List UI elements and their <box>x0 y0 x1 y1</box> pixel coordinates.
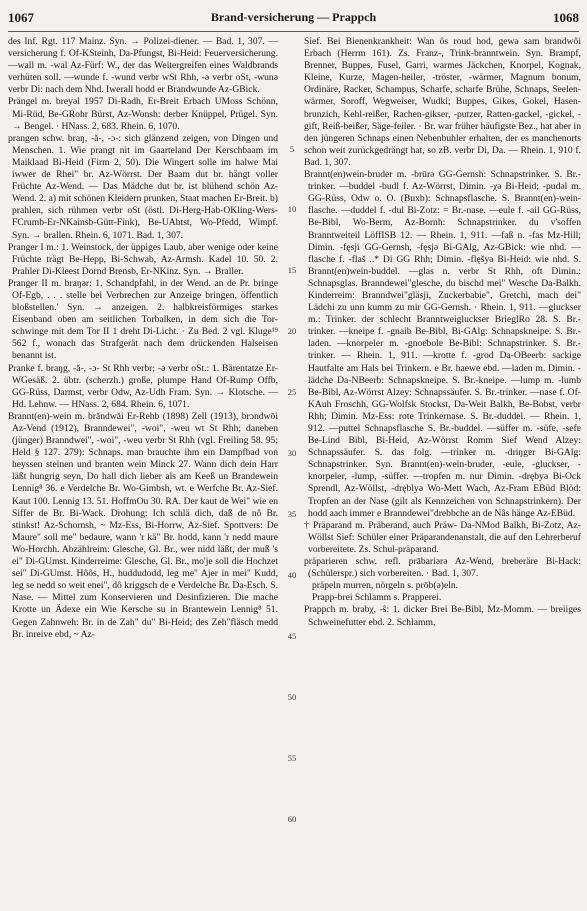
line-number: 45 <box>287 631 297 641</box>
line-number: 5 <box>289 144 295 154</box>
page-number-right: 1068 <box>553 10 579 25</box>
running-title: Brand-versicherung — Prappch <box>210 10 377 24</box>
entry-prappch: Prappch m. brabχ, -ŝ: 1. dicker Brei Be-Bibl, Mz-Momm. — breiiges Schweinefutter ebd. 2. Schlamm, <box>304 604 581 628</box>
entry-continuation: des Inf. Rgt. 117 Mainz. Syn. → Polizei-diener. — Bad. 1, 307. —versicherung f. Of-KSteinh, Da-Pfungst, Bi-Heid: Feuerversicherung. —wall m. -wal Az-Fürf: W., der das Weitergreifen eines Waldbrands verhüten soll. —wunde f. -wund verbr wSt Rhh, -ə verbr oSt, -wunə verbr Di: nach dem Nhd. Iwerall hodd er Brandwunde Az-GBick. <box>8 36 278 96</box>
entry-praepeln: präpeln murren, nörgeln s. prōb(ə)eln. <box>312 580 459 592</box>
line-number: 15 <box>287 265 297 275</box>
entry-branntwein: Brannt(en)-wein m. brăndwăi Er-Rehb (1898) Zell (1913), brɔndwōi Az-Vend (1912), Branndewei", -woi", -weu wt St Rhh; daneben (jünger) Branndwei", -woi", -weu verbr St Rhh (vgl. Freiling 58. 95; Held § 127. 279): Schnaps. man brauchte ihm ein Dampfbad von heyssen steinen und branten wein Minck 27. Wann dich dein Harr läßt hungrig seyn, Do hall dich lieber als am Keeß un Brandewein Lennig⁸ 36. e Verdelche Br. Wo-Gimbsh, wt. e Werfche Br. Az-Sief. Kaut 100. Lennig 13. 51. HoffmOu 30. RA. Der kaut de Wei" wie en Siffer de Br. Bi-Wack. Drohung: Ich schlä dich, daß de nô Br. stinkst! Az-Schornsh, ~ Mz-Ess, Bi-Horrw, Az-Sief. Spottvers: De Maure" soll me" bedaure, wann 'r kä" Br. hodd, kann 'r nedd maure Wo-Horchh. Abzählreim: Glesche, Gl. Br., wer nidd läßt, der muß 's ei" Di-GUmst. Kinderreime: Glesche, Gl. Br., mo'je soll die Hochzet sei" Di-GUmst. Hôôs, H., huddudodd, leg me" Ajer in mei" Kudd, leg se nedd so weit enei", dô kriggsch de e Verdelche Br. Da-Esch. S. Nase. — Mittel zum Konservieren und Desinfizieren. Die mache Krotte un Ädexe ein Wie Kersche su in Brantewein Lennig⁸ 51. Gegen Zahnweh: Br. in de Zah" du" Bi-Heid; des Zeh"fläsch medd Br. inreive ebd, ~ Az- <box>8 410 278 640</box>
entry-pranke: Pranke f. braŋg, -ă-, -ɔ- St Rhh verbr; -ə verbr oSt.: 1. Bärentatze Er-WGesäß. 2. übtr. (scherzh.) große, plumpe Hand Of-Rump Offb, GG-Rüss, Darmst, verbr Odw, Az-Udh Fram. Syn. → Klotsche. — Hd. Lehnw. — HNass. 2, 684. Rhein. 6, 1071. <box>8 362 278 410</box>
entry-prangen: prangen schw. braŋ, -ă-, -ɔ-: sich glänzend zeigen, von Dingen und Menschen. 1. Wie prangt nit im Gaarteland Der Kerschbaam im Maiklaad Bi-Heid (Firm 2, 50). Die Wingert solle im halwe Mai iwwer de Rhei" br. Az-Wörrst. Der Baam dut br. hängt voller Früchte Az-Wend. — Das Mädche dut br. ist blühend schön Az-Wend. 2. a) mit schönen Kleidern prunken, Staat machen Er-Breit. b) prahlen, sich rühmen verbr oSt (östl. Di-Herg-Hab-OKling-Wers-FCrumb-Er-NKainsb-Gütt-Fink), Be-UAbtst, Wo-Pfedd, Wimpf. Syn. → brallen. Rhein. 6, 1071. Bad. 1, 307. <box>8 132 278 241</box>
entry-praeparand: † Präparand m. Präberand, auch Präw- Da-NMod Balkh, Bi-Zotz, Az-Wöllst Sief: Schüler einer Präparandenanstalt, die auf den Lehrerberuf vorbereitete. Zs. Schul-präparand. <box>304 519 581 555</box>
header-rule <box>8 31 579 32</box>
left-column <box>8 36 278 641</box>
page-number-left: 1067 <box>8 10 34 25</box>
line-number-gutter <box>282 36 302 896</box>
right-column <box>304 36 581 629</box>
page-header <box>8 10 579 30</box>
entry-pranger-1: Pranger I m.: 1. Weinstock, der üppiges Laub, aber wenige oder keine Früchte trägt Be-Hepp, Bi-Schwab, Az-Armsh. Kadel 10. 50. 2. Prahler Di-Kleest Dornd Brensb, Er-NKinz. Syn. → Braller. <box>8 241 278 277</box>
line-number: 25 <box>287 387 297 397</box>
entry-pranger-2: Pranger II m. braŋər: 1. Schandpfahl, in der Wend. an de Pr. bringe Of-Egb, . . . stelle bei Verbrechen zur Anzeige bringen, öffentlich bloßstellen.' Syn. → anzeigen. 2. halbkreisförmiges starkes Eisenband oben am seitlichen Torbalken, in dem sich die Tor-schwinge mit dem Tor II 1 dreht Di-Licht. · Zu Bed. 2 vgl. Kluge¹⁹ 562 f., wonach das Strafgerät nach dem drückenden Halseisen benannt ist. <box>8 277 278 362</box>
line-number: 50 <box>287 692 297 702</box>
entry-branntwein-bruder: Brannt(en)wein-bruder m. -brūrə GG-Gernsh: Schnapstrinker. S. Br.-trinker. —buddel -budl f. Az-Wörrst, Dimin. -χə Bi-Heid; -pudəl m. GG-Rüss, Odw o. O. (Buxb): Schnapsflasche. S. Brannt(en)-wein-flasche. —duddel f. -dul Bi-Zotz: = Br.-nase. —eule f. -ail GG-Rüss, Be-Bibl, Wo-Berm, Az-Bornh: Schnapstrinker. du v'soffen Branntweiteil LöffISB 12. — Rhein. 1, 911. —faß n. -fas Mz-Hill; Dimin. -fęsji GG-Gernsh, -fęsjə Bi-GAlg, Az-GBick: wie nhd. —flasche f. -flaš ..* Di GG Rhh; Dimin. -flęšyə Bi-Heid: wie nhd. S. Brannt(en)wein-buddel. —glas n. verbr St Rhh, oft Dimin.: Schnapsglas. Branndewei"glesche, du bischd mei" Wesche Da-Balkh. Kinderreim: Branndwei"gläsji, Zuckerbabie", Gretchi, mach dei" Lädchi zu unn kumm zu mir GG-Gernsh. · Rhein. 1, 911. —gluckser m.: Trinker. der schlecht Branntweigluckser BrieglRo 28. S. Br.-trinker. —kneipe f. -gnaib Be-Bibl, Bi-GAlg: Schnapskneipe. S. Br.-laden. —knorpeler m. -gnoɐ̆bolɐ Be-Bibl: Schnapstrinker. S. Br.-trinker. — Rhein. 1, 911. —krotte f. -grod Da-OBeerb: sackige Hautfalte am Hals bei Trinkern. e Br. haewe ebd. —laden m. Dimin. -lädche Da-NBeerb: Schnapskneipe. S. Br.-kneipe. —lump m. -lumb Be-Bibl, Az-Wörrst Alzey: Schnapssäufer. S. Br.-trinker. —nase f. Of-KAuh Froschh, GG-Wolfsk Stockst, Da-Weit Balkh, Be-Bobst, verbr Rhh; Dimin. Mz-Ess: rote Trinkernase. S. Br.-duddel. — Rhein. 1, 912. —puttel Schnapsflasche S. Br.-buddel. —süffer m. -süfɐ, -sefɐ Be-Lind Bibl, Bi-Heid, Az-Wörrst Romm Sief Wend Alzey: Schnapssäufer. S. das folg. —trinker m. -driŋgɐr Bi-GAlg: Schnapstrinker. Syn. Brannt(en)-wein-bruder, -eule, -gluckser, -knorpeler, -lump, -süffer. —tropfen m. nur Dimin. -drębyə Bi-Ock Sprendl, Az-Wöllst, -dręblyə Wo-Mett Wach, Az-Fram EBüd Blöd: Tropfen an der Nase (gilt als Kennzeichen von Schnapstrinkern). Der hodd aach immer e Branndewei"drebbche an de Nâs hänge Az-EBüd. <box>304 169 581 519</box>
line-number: 55 <box>287 753 297 763</box>
line-number: 30 <box>287 448 297 458</box>
entry-praengel: Prängel m. breyəl 1957 Di-Radh, Er-Breit Erbach UMoss Schönn, Mi-Rüd, Be-GRohr Bürst, Az-Wonsh: derber Knüppel, Prügel. Syn. → Bengel. · HNass. 2, 683. Rhein. 6, 1070. <box>8 96 278 132</box>
entry-prapp-brei: Prapp-brei Schlamm s. Prapperei. <box>312 592 442 604</box>
entry-praeparieren: präparieren schw. refl. prābariərə Az-Wend, breberäre Bi-Hack: (Schülerspr.) sich vorbereiten. · Bad. 1, 307. <box>304 556 581 580</box>
line-number: 60 <box>287 814 297 824</box>
line-number: 40 <box>287 570 297 580</box>
entry-continuation: Sief. Bei Bienenkrankheit: Wan ôs roud hod, gewə sam brandwôi Erbach (Herrm 161). Zs. Franz-, Trink-branntwein. Syn. Brampf, Brenner, Buppes, Fusel, Garri, warmes Jäckchen, Knorpel, Kognak, Kleine, Kurze, Magen-heiler, -tröster, -wärmer, Magnum bonum, Ordinäre, Racker, Schampus, Scharfe, scharfe Brühe, Schnaps, Seelen-wärmer, Soroff, Wegweiser, Wudki; Buppes, Gikes, Gokel, Hasen-brunzich, Kehl-reißer, Rachen-gikser, -putzer, Ratten-gackel, -gickel, -gift, Reiß-beißer, Säge-feiler. · Br. war früher häufigste Bez., hat aber in den jüngeren Schnaps einen Nebenbuhler erhalten, der es manchenorts schon weit zurückgedrängt hat, so zB. verbr Di, Da. — Rhein. 1, 910 f. Bad. 1, 307. <box>304 36 581 168</box>
line-number: 35 <box>287 509 297 519</box>
line-number: 20 <box>287 326 297 336</box>
line-number: 10 <box>287 204 297 214</box>
